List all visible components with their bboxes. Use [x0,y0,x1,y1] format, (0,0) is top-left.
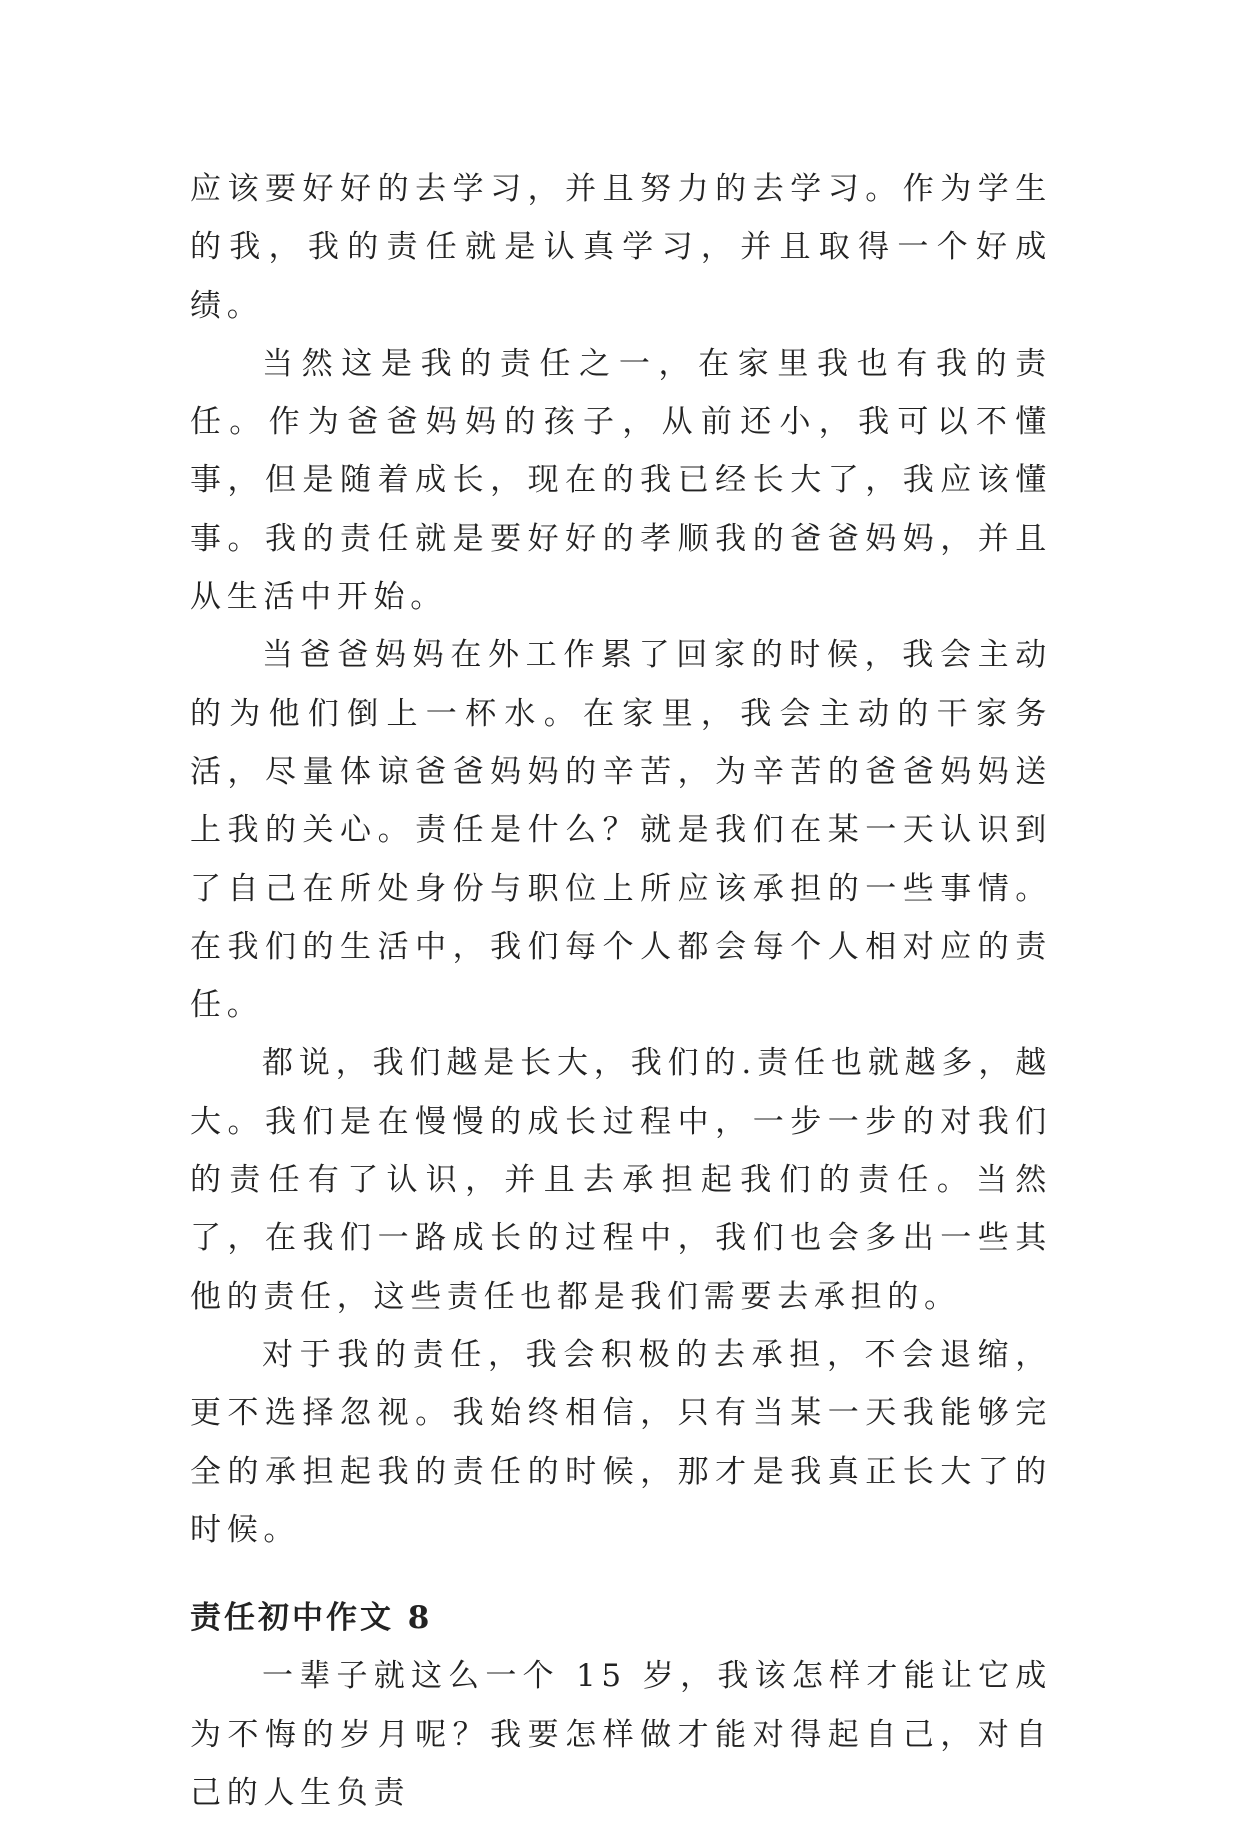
paragraph: 当爸爸妈妈在外工作累了回家的时候，我会主动的为他们倒上一杯水。在家里，我会主动的干家务活，尽量体谅爸爸妈妈的辛苦，为辛苦的爸爸妈妈送上我的关心。责任是什么？就是我们在某一天认识到了自己在所处身份与职位上所应该承担的一些事情。在我们的生活中，我们每个人都会每个人相对应的责任。 [190,637,1052,1024]
paragraph: 一辈子就这么一个 15 岁，我该怎样才能让它成为不悔的岁月呢？我要怎样做才能对得起自己，对自己的人生负责 [190,1658,1052,1812]
paragraph-continuation: 应该要好好的去学习，并且努力的去学习。作为学生的我，我的责任就是认真学习，并且取得一个好成绩。 [190,171,1052,324]
paragraph: 对于我的责任，我会积极的去承担，不会退缩，更不选择忽视。我始终相信，只有当某一天我能够完全的承担起我的责任的时候，那才是我真正长大了的时候。 [190,1336,1052,1548]
section-heading: 责任初中作文 8 [190,1600,433,1637]
document-body [190,160,1052,1822]
paragraph: 当然这是我的责任之一，在家里我也有我的责任。作为爸爸妈妈的孩子，从前还小，我可以不懂事，但是随着成长，现在的我已经长大了，我应该懂事。我的责任就是要好好的孝顺我的爸爸妈妈，并且从生活中开始。 [190,345,1052,616]
paragraph: 都说，我们越是长大，我们的.责任也就越多，越大。我们是在慢慢的成长过程中，一步一步的对我们的责任有了认识，并且去承担起我们的责任。当然了，在我们一路成长的过程中，我们也会多出一些其他的责任，这些责任也都是我们需要去承担的。 [190,1045,1052,1315]
